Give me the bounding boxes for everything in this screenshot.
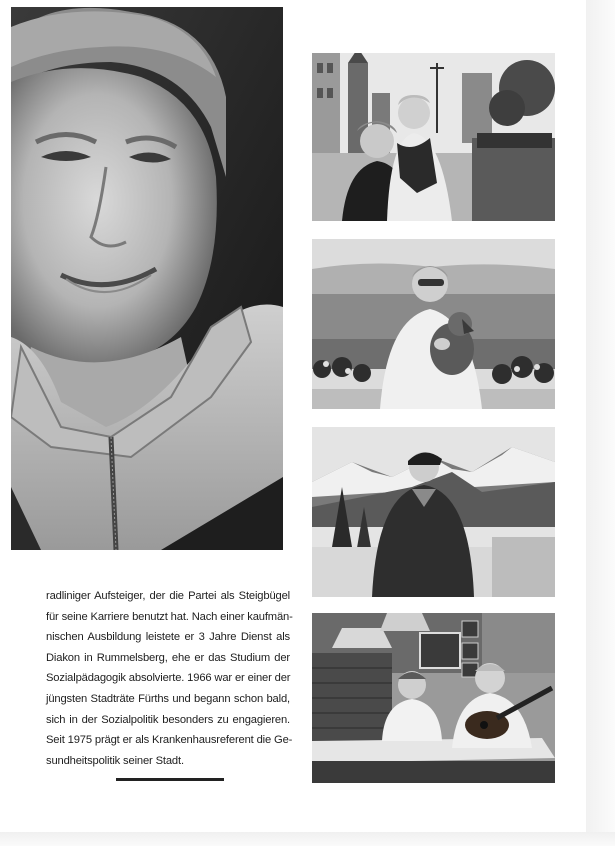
article-line: Diakon in Rummelsberg, ehe er das Studium der: [46, 651, 290, 664]
photo-city-couple: [312, 53, 555, 221]
photo-man-in-mountains: [312, 427, 555, 597]
article-line: radliniger Aufsteiger, der die Partei als Steigbügel: [46, 590, 290, 602]
article-text: [46, 586, 293, 771]
article-line: sich in der Sozialpolitik besonders zu engagieren.: [46, 713, 290, 726]
article-line: sundheitspolitik seiner Stadt.: [46, 754, 184, 767]
article-line: jüngsten Stadträte Fürths und begann schon bald,: [46, 692, 290, 705]
page-bottom-shadow: [0, 832, 615, 846]
article-line: Seit 1975 prägt er als Krankenhausreferent die Ge-: [46, 734, 293, 747]
portrait-photo: [11, 7, 283, 550]
article-line: Sozialpädagogik absolvierte. 1966 war er einer der: [46, 672, 291, 685]
photo-man-with-dog: [312, 239, 555, 409]
article-line: nischen Ausbildung leistete er 3 Jahre Dienst als: [46, 631, 290, 644]
closing-rule: [116, 778, 224, 781]
article-line: für seine Karriere benutzt hat. Nach einer kaufmän-: [46, 610, 293, 623]
page-edge-shadow: [586, 0, 615, 846]
photo-men-with-guitar: [312, 613, 555, 783]
